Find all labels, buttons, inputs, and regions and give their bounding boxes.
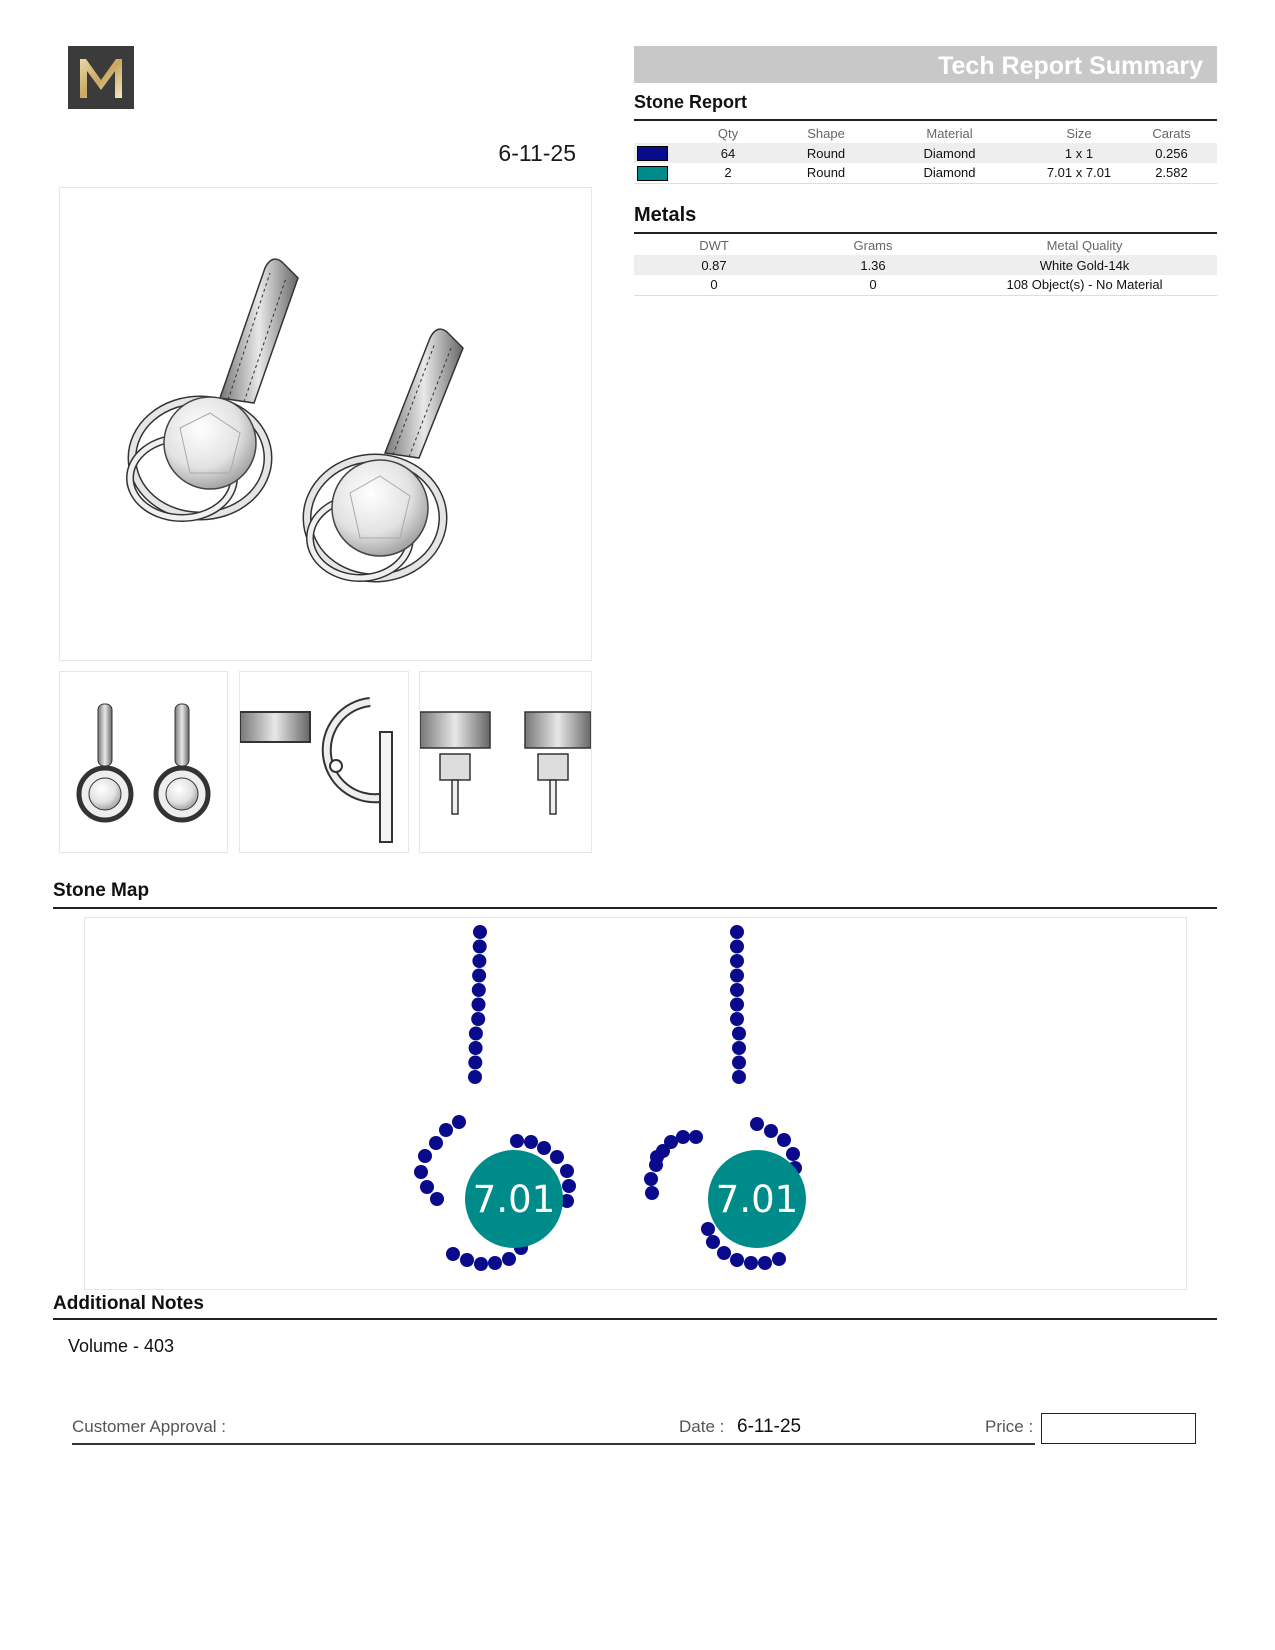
- accent-stone: [730, 983, 744, 997]
- accent-stone: [474, 1257, 488, 1271]
- additional-notes-rule: [53, 1318, 1217, 1320]
- accent-stone: [730, 925, 744, 939]
- accent-stone: [786, 1147, 800, 1161]
- accent-stone: [418, 1149, 432, 1163]
- col-metal-quality: Metal Quality: [1046, 237, 1123, 253]
- accent-stone: [732, 1027, 746, 1041]
- accent-stone: [472, 983, 486, 997]
- accent-stone: [758, 1256, 772, 1270]
- accent-stone: [562, 1179, 576, 1193]
- accent-stone: [645, 1186, 659, 1200]
- accent-stone: [473, 940, 487, 954]
- accent-stone: [764, 1124, 778, 1138]
- metals-rule: [634, 232, 1217, 234]
- stone-map: [84, 917, 1187, 1290]
- accent-stone: [468, 1056, 482, 1070]
- accent-stone: [414, 1165, 428, 1179]
- accent-stone: [510, 1134, 524, 1148]
- accent-stone: [560, 1164, 574, 1178]
- accent-stone: [777, 1133, 791, 1147]
- accent-stone: [701, 1222, 715, 1236]
- main-render-view: [59, 187, 592, 661]
- stone-report-rule: [634, 119, 1217, 121]
- accent-stone: [650, 1150, 664, 1164]
- center-stone-label-left: 7.01: [472, 1178, 556, 1221]
- earring-side-thumbnail: [240, 672, 408, 852]
- stone-map-diagram: [85, 918, 1186, 1289]
- accent-stone: [473, 925, 487, 939]
- earring-top-thumbnail: [420, 672, 591, 852]
- stone-map-rule: [53, 907, 1217, 909]
- accent-stone: [468, 1070, 482, 1084]
- accent-stone: [524, 1135, 538, 1149]
- document-date: 6-11-25: [498, 140, 576, 166]
- report-banner: Tech Report Summary: [634, 46, 1217, 83]
- accent-stone: [429, 1136, 443, 1150]
- customer-approval-signature-line[interactable]: [72, 1443, 1035, 1445]
- accent-stone: [420, 1180, 434, 1194]
- accent-stone: [730, 1012, 744, 1026]
- table-row: 0 0 108 Object(s) - No Material: [634, 275, 1217, 295]
- accent-stone: [460, 1253, 474, 1267]
- col-size: Size: [1066, 125, 1092, 141]
- thumbnail-front-view: [59, 671, 228, 853]
- accent-stone: [744, 1256, 758, 1270]
- accent-stone: [472, 954, 486, 968]
- col-shape: Shape: [807, 125, 845, 141]
- customer-approval-label: Customer Approval :: [72, 1417, 227, 1436]
- thumbnail-side-view: [239, 671, 409, 853]
- table-row: 0.87 1.36 White Gold-14k: [634, 255, 1217, 275]
- accent-stone: [730, 998, 744, 1012]
- accent-stone: [471, 1012, 485, 1026]
- accent-stone: [472, 998, 486, 1012]
- accent-stone: [730, 954, 744, 968]
- accent-stone: [488, 1256, 502, 1270]
- col-qty: Qty: [717, 125, 739, 141]
- col-carats: Carats: [1152, 125, 1191, 141]
- col-material: Material: [926, 125, 973, 141]
- company-logo: [68, 46, 134, 109]
- col-grams: Grams: [853, 237, 893, 253]
- accent-stone: [706, 1235, 720, 1249]
- stone-color-swatch: [637, 146, 668, 161]
- accent-stone: [689, 1130, 703, 1144]
- thumbnail-top-view: [419, 671, 592, 853]
- additional-notes-title: Additional Notes: [53, 1293, 204, 1314]
- accent-stone: [732, 1041, 746, 1055]
- approval-date-label: Date :: [679, 1417, 725, 1436]
- accent-stone: [732, 1056, 746, 1070]
- accent-stone: [472, 969, 486, 983]
- monogram-m-icon: [76, 56, 126, 100]
- approval-date-value: 6-11-25: [737, 1416, 802, 1437]
- accent-stone: [730, 969, 744, 983]
- accent-stone: [550, 1150, 564, 1164]
- metals-title: Metals: [634, 204, 697, 226]
- accent-stone: [469, 1041, 483, 1055]
- earring-front-thumbnail: [60, 672, 227, 852]
- accent-stone: [772, 1252, 786, 1266]
- accent-stone: [452, 1115, 466, 1129]
- metals-table: [634, 235, 1217, 296]
- accent-stone: [750, 1117, 764, 1131]
- accent-stone: [730, 1253, 744, 1267]
- accent-stone: [537, 1141, 551, 1155]
- accent-stone: [446, 1247, 460, 1261]
- accent-stone: [732, 1070, 746, 1084]
- accent-stone: [469, 1027, 483, 1041]
- accent-stone: [439, 1123, 453, 1137]
- stone-color-swatch: [637, 166, 668, 181]
- col-dwt: DWT: [699, 237, 729, 253]
- accent-stone: [430, 1192, 444, 1206]
- earring-render-image: [60, 188, 591, 660]
- accent-stone: [676, 1130, 690, 1144]
- accent-stone: [502, 1252, 516, 1266]
- accent-stone: [730, 940, 744, 954]
- price-input-box[interactable]: [1041, 1413, 1196, 1444]
- accent-stone: [664, 1135, 678, 1149]
- table-row: 64 Round Diamond 1 x 1 0.256: [634, 143, 1217, 163]
- accent-stone: [644, 1172, 658, 1186]
- center-stone-label-right: 7.01: [715, 1178, 799, 1221]
- stone-report-table: [634, 123, 1217, 184]
- price-label: Price :: [985, 1417, 1034, 1436]
- stone-report-title: Stone Report: [634, 92, 748, 112]
- accent-stone: [717, 1246, 731, 1260]
- stone-map-title: Stone Map: [53, 880, 150, 901]
- notes-text: Volume - 403: [68, 1336, 175, 1356]
- table-row: 2 Round Diamond 7.01 x 7.01 2.582: [634, 163, 1217, 183]
